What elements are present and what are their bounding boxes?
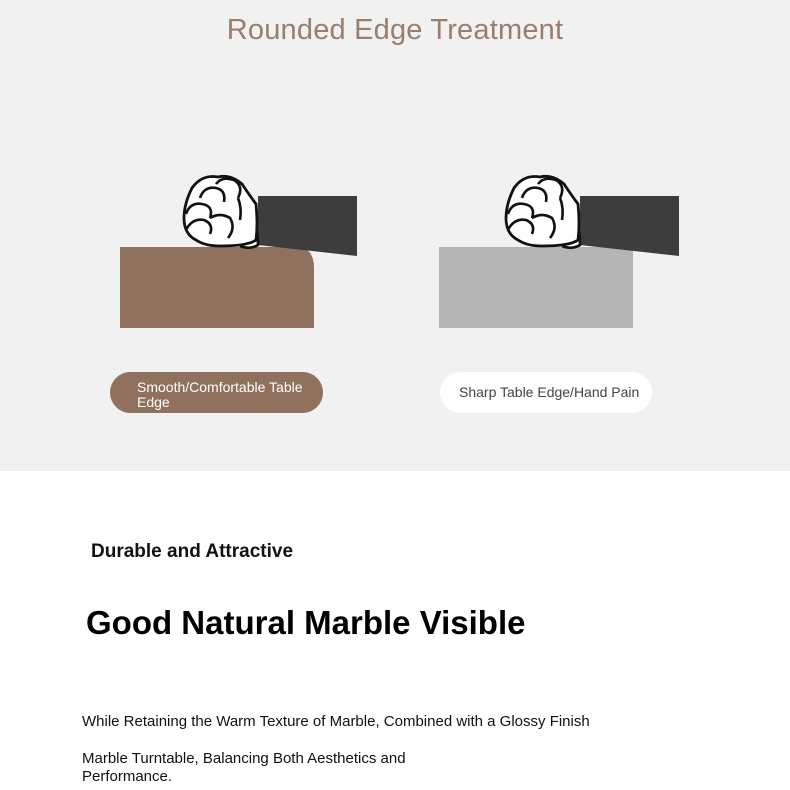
sharp-edge-label: Sharp Table Edge/Hand Pain	[459, 384, 640, 400]
fist-icon	[506, 176, 679, 256]
rounded-edge-block	[120, 247, 314, 328]
sharp-edge-block	[439, 247, 633, 328]
sharp-edge-label-pill	[440, 372, 652, 413]
section-subheading: Durable and Attractive	[91, 541, 294, 562]
body-text-line-2: Marble Turntable, Balancing Both Aesthetics and Performance.	[82, 750, 406, 785]
rounded-edge-label: Smooth/Comfortable Table Edge	[137, 378, 303, 410]
fist-icon	[184, 176, 357, 256]
sharp-edge-illustration	[430, 160, 690, 335]
section-headline: Good Natural Marble Visible	[86, 604, 526, 641]
page-title: Rounded Edge Treatment	[226, 14, 564, 46]
rounded-edge-label-pill	[110, 372, 323, 413]
body-text-line-1: While Retaining the Warm Texture of Marble, Combined with a Glossy Finish	[82, 713, 590, 730]
rounded-edge-illustration	[110, 160, 370, 335]
